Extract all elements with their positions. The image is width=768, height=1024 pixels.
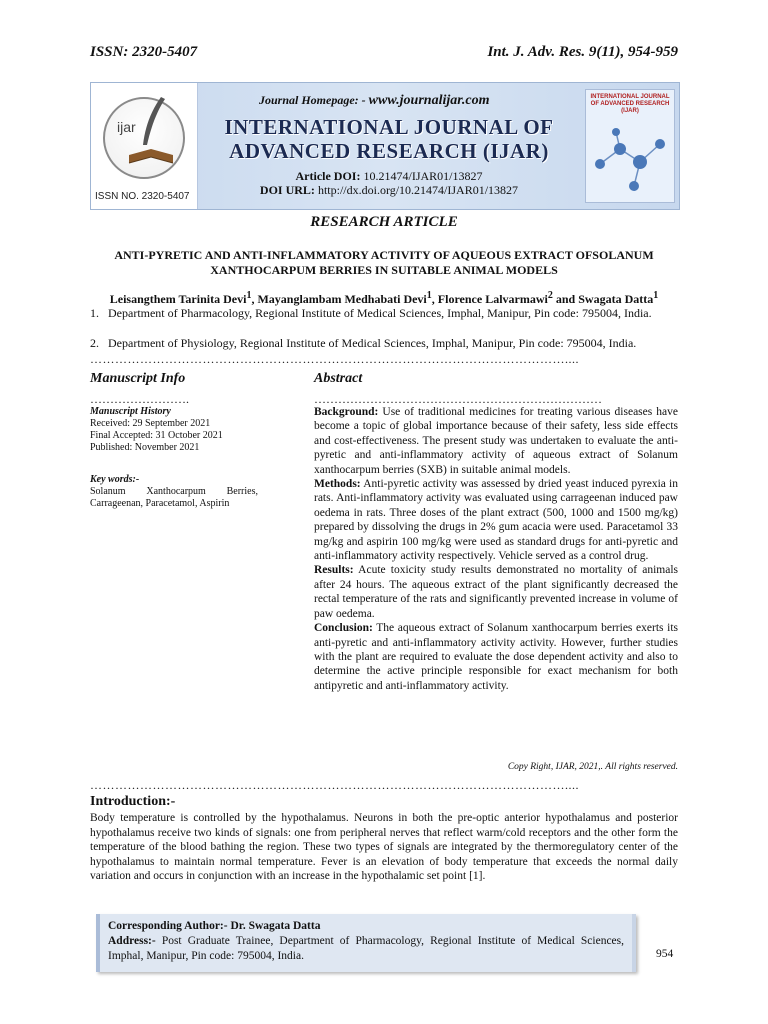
article-type: RESEARCH ARTICLE: [310, 214, 458, 230]
manuscript-history: [90, 406, 260, 454]
keywords-line: Carrageenan, Paracetamol, Aspirin: [90, 498, 230, 509]
abstract-methods: [314, 477, 678, 563]
author-list: [90, 290, 678, 307]
address-text: Post Graduate Trainee, Department of Pharmacology, Regional Institute of Medical Sciences, Imphal, Manipur, Pin code: 795004, India.: [108, 935, 625, 962]
doi-url-link[interactable]: http://dx.doi.org/10.21474/IJAR01/13827: [317, 183, 519, 197]
paper-title-line1: ANTI-PYRETIC AND ANTI-INFLAMMATORY ACTIVITY OF AQUEOUS EXTRACT OFSOLANUM: [114, 248, 654, 262]
divider-dots: ……………………………………………………………………………………………………....: [90, 778, 579, 792]
journal-banner: [90, 82, 680, 210]
received-date: Received: 29 September 2021: [90, 418, 211, 429]
abstract-conclusion: [314, 621, 678, 693]
doi-label: Article DOI:: [295, 169, 361, 183]
published-date: Published: November 2021: [90, 442, 200, 453]
issn-text: ISSN: 2320-5407: [90, 44, 198, 60]
author-name: Swagata Datta: [578, 292, 654, 306]
affiliation-number: 2.: [90, 336, 99, 350]
doi-value: 10.21474/IJAR01/13827: [363, 169, 483, 183]
corresponding-author-box: [96, 914, 636, 972]
conclusion-text: The aqueous extract of Solanum xanthocarpum berries exerts its anti-pyretic and anti-inflammatory activity activity. However, further studies with the plant are required to evaluate the dose dependent activity and also to determine the active principle responsible for exact mechanism for both antipyretic and anti-inflammatory activity.: [314, 622, 678, 692]
journal-title-line2: ADVANCED RESEARCH (IJAR): [229, 139, 549, 163]
manuscript-info-dots: …………………….: [90, 392, 189, 406]
journal-cover-thumbnail: [585, 89, 675, 203]
author-name: Florence Lalvarmawi: [437, 292, 548, 306]
homepage-label: Journal Homepage: -: [259, 93, 366, 107]
background-text: Use of traditional medicines for treating various diseases have become a topic of global importance because of their safety, less side effects and cost-effectiveness. The present study was undertaken to evaluate the anti-pyretic and anti-inflammatory activity of aqueous extract of Solanum xanthocarpum berries (SXB) in suitable animal models.: [314, 406, 678, 476]
logo-text: ijar: [117, 119, 136, 135]
keywords-block: [90, 474, 258, 510]
author-name: Mayanglambam Medhabati Devi: [257, 292, 427, 306]
journal-homepage: [259, 93, 490, 109]
abstract-dots: ………………………………………………………………: [314, 392, 602, 406]
journal-logo: [91, 83, 198, 209]
author-separator: ,: [251, 292, 258, 306]
affiliation-item: [90, 336, 678, 350]
abstract-results: [314, 563, 678, 621]
methods-label: Methods:: [314, 478, 361, 491]
author-affiliation-mark: 1: [653, 290, 659, 301]
conclusion-label: Conclusion:: [314, 622, 373, 635]
page-number: 954: [656, 948, 674, 960]
author-separator: ,: [431, 292, 438, 306]
affiliation-text: Department of Pharmacology, Regional Institute of Medical Sciences, Imphal, Manipur, Pin code: 795004, India.: [108, 306, 652, 320]
corresponding-author-content: [108, 919, 624, 964]
journal-title-line1: INTERNATIONAL JOURNAL OF: [224, 115, 554, 139]
author-affiliation-mark: 1: [426, 290, 432, 301]
accepted-date: Final Accepted: 31 October 2021: [90, 430, 223, 441]
keywords-line: Solanum Xanthocarpum Berries,: [90, 486, 258, 497]
author-separator: and: [552, 292, 579, 306]
abstract-heading: Abstract: [314, 371, 363, 386]
manuscript-info-heading: Manuscript Info: [90, 371, 186, 386]
homepage-link[interactable]: www.journalijar.com: [368, 93, 490, 108]
citation-text: Int. J. Adv. Res. 9(11), 954-959: [487, 44, 678, 60]
introduction-text: Body temperature is controlled by the hypothalamus. Neurons in both the pre-optic anterior hypothalamus and posterior hypothalamus receive two kinds of signals: one from peripheral nerves that reflect warm/cold receptors and the other form the temperature of the blood bathing the region. These two types of signals are integrated by the thermoregulatory center of the hypothalamus to maintain normal temperature. Fever is an elevation of body temperature that exceeds the normal daily variation and occurs in conjunction with an increase in the hypothalamic set point [1].: [90, 812, 678, 883]
keywords-label: Key words:-: [90, 474, 140, 485]
affiliation-item: [90, 306, 678, 320]
molecule-icon: [590, 124, 670, 198]
address-label: Address:-: [108, 935, 156, 947]
methods-text: Anti-pyretic activity was assessed by dried yeast induced pyrexia in rats. Anti-inflammatory activity was evaluated using carrageenan induced paw oedema in rats. Three doses of the plant extract (500, 1000 and 1500 mg/kg) prepared by dissolving the drugs in 2% gum acacia were used. Paracetamol 33 mg/kg and aspirin 100 mg/kg were used as standard drugs for anti-pyretic and anti-inflammatory activity respectively. Vehicle served as a control drug.: [314, 478, 678, 563]
results-label: Results:: [314, 564, 354, 577]
affiliation-number: 1.: [90, 306, 99, 320]
history-label: Manuscript History: [90, 406, 171, 417]
introduction-heading: Introduction:-: [90, 794, 176, 809]
affiliation-text: Department of Physiology, Regional Institute of Medical Sciences, Imphal, Manipur, Pin code: 795004, India.: [108, 336, 637, 350]
doi-url-label: DOI URL:: [259, 183, 315, 197]
doi-block: [199, 169, 579, 197]
abstract-body: [314, 405, 678, 693]
background-label: Background:: [314, 406, 379, 418]
author-affiliation-mark: 2: [547, 290, 553, 301]
abstract-background: [314, 405, 678, 477]
author-name: Leisangthem Tarinita Devi: [109, 292, 247, 306]
logo-issn: ISSN NO. 2320-5407: [95, 191, 190, 202]
corresponding-author-label: Corresponding Author:- Dr. Swagata Datta: [108, 920, 321, 932]
results-text: Acute toxicity study results demonstrated no mortality of animals after 24 hours. The aqueous extract of the plant significantly decreased the rectal temperature of the rats and significantly prevented increase in volume of paw oedema.: [314, 564, 679, 620]
paper-title: [90, 248, 678, 278]
thumb-title: INTERNATIONAL JOURNAL OF ADVANCED RESEARCH (IJAR): [590, 94, 670, 114]
paper-title-line2: XANTHOCARPUM BERRIES IN SUITABLE ANIMAL MODELS: [210, 263, 558, 277]
journal-title: [199, 115, 579, 163]
copyright-notice: Copy Right, IJAR, 2021,. All rights reserved.: [507, 762, 678, 772]
divider-dots: ……………………………………………………………………………………………………....: [90, 352, 579, 366]
author-affiliation-mark: 1: [246, 290, 252, 301]
